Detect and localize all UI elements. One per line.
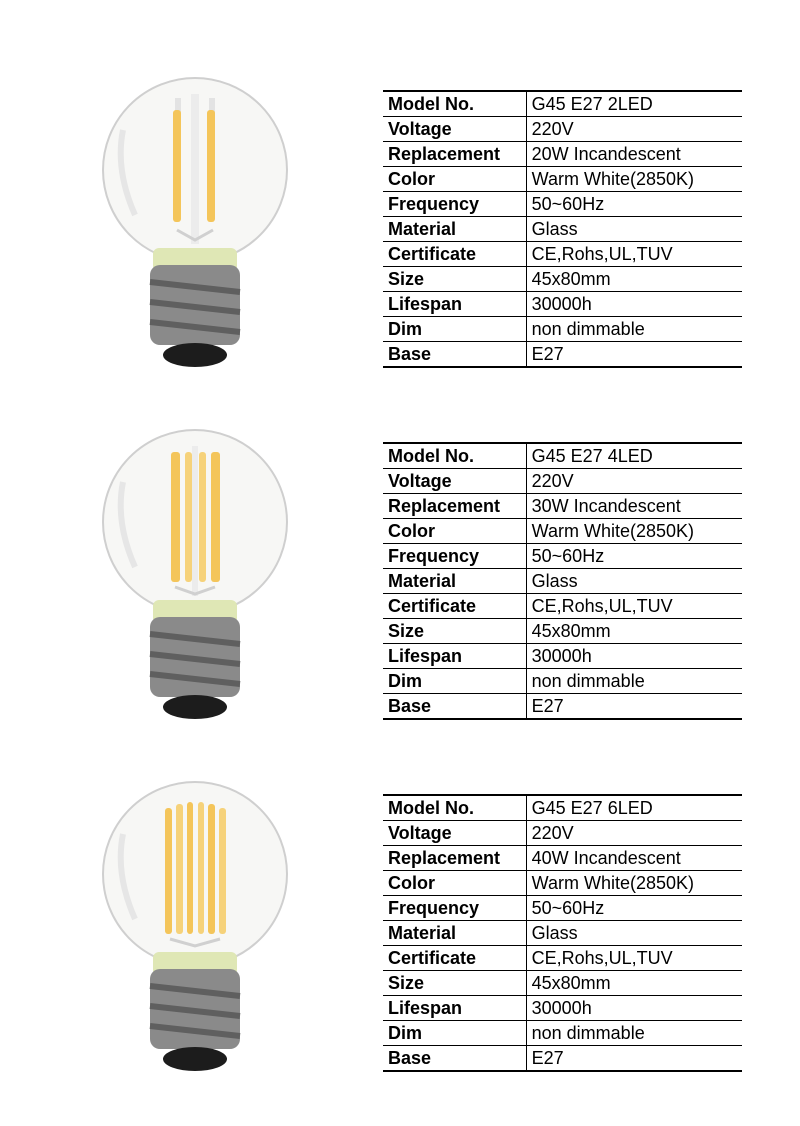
spec-row [383,569,742,594]
spec-label: Certificate [383,946,526,971]
spec-row [383,795,742,821]
spec-row [383,494,742,519]
spec-label: Base [383,342,526,368]
spec-row [383,971,742,996]
spec-value: Glass [531,219,578,239]
spec-value: 50~60Hz [531,546,605,566]
spec-row [383,469,742,494]
spec-value: non dimmable [531,671,645,691]
spec-label: Certificate [383,594,526,619]
spec-label: Color [383,519,526,544]
spec-row [383,896,742,921]
spec-label: Model No. [383,91,526,117]
spec-row [383,694,742,720]
spec-row [383,846,742,871]
product-2led [0,70,800,422]
spec-value: 220V [531,823,574,843]
spec-label: Replacement [383,494,526,519]
spec-row [383,242,742,267]
spec-label: Material [383,921,526,946]
spec-value: non dimmable [531,319,645,339]
spec-value: 30W Incandescent [531,496,681,516]
spec-value: 20W Incandescent [531,144,681,164]
spec-value: 220V [531,471,574,491]
spec-label: Base [383,1046,526,1072]
spec-row [383,117,742,142]
spec-row [383,443,742,469]
spec-label: Base [383,694,526,720]
spec-label: Frequency [383,896,526,921]
spec-value: 40W Incandescent [531,848,681,868]
spec-label: Voltage [383,821,526,846]
spec-label: Lifespan [383,644,526,669]
spec-row [383,519,742,544]
spec-row [383,644,742,669]
spec-value: 50~60Hz [531,898,605,918]
spec-value: Glass [531,923,578,943]
spec-row [383,1046,742,1072]
spec-value: G45 E27 2LED [531,94,653,114]
spec-value: E27 [531,344,564,364]
spec-label: Dim [383,317,526,342]
spec-label: Color [383,871,526,896]
spec-label: Replacement [383,846,526,871]
spec-label: Dim [383,1021,526,1046]
spec-row [383,192,742,217]
spec-value: 50~60Hz [531,194,605,214]
spec-table [383,90,742,368]
spec-table [383,794,742,1072]
spec-value: Warm White(2850K) [531,169,695,189]
product-6led [0,774,800,1126]
spec-value: G45 E27 4LED [531,446,653,466]
spec-value: CE,Rohs,UL,TUV [531,948,673,968]
spec-value: Warm White(2850K) [531,521,695,541]
spec-label: Voltage [383,117,526,142]
spec-label: Model No. [383,443,526,469]
spec-value: 220V [531,119,574,139]
spec-label: Frequency [383,544,526,569]
spec-label: Material [383,217,526,242]
spec-row [383,544,742,569]
spec-row [383,669,742,694]
spec-label: Size [383,971,526,996]
spec-row [383,167,742,192]
spec-value: 45x80mm [531,269,611,289]
filament-bulb-4led-icon [95,422,295,722]
spec-value: 45x80mm [531,621,611,641]
filament-bulb-6led-icon [95,774,295,1074]
spec-row [383,871,742,896]
spec-label: Replacement [383,142,526,167]
spec-value: 30000h [531,646,592,666]
spec-row [383,946,742,971]
spec-row [383,217,742,242]
spec-row [383,921,742,946]
spec-label: Size [383,619,526,644]
spec-row [383,292,742,317]
spec-label: Model No. [383,795,526,821]
spec-label: Dim [383,669,526,694]
spec-row [383,342,742,368]
spec-row [383,1021,742,1046]
spec-row [383,317,742,342]
spec-value: 30000h [531,998,592,1018]
spec-table [383,442,742,720]
spec-value: non dimmable [531,1023,645,1043]
spec-row [383,821,742,846]
spec-value: CE,Rohs,UL,TUV [531,596,673,616]
spec-value: CE,Rohs,UL,TUV [531,244,673,264]
spec-value: E27 [531,1048,564,1068]
spec-row [383,594,742,619]
spec-row [383,619,742,644]
spec-label: Certificate [383,242,526,267]
spec-row [383,142,742,167]
spec-value: G45 E27 6LED [531,798,653,818]
spec-row [383,267,742,292]
spec-value: Glass [531,571,578,591]
spec-label: Color [383,167,526,192]
spec-label: Material [383,569,526,594]
spec-value: 45x80mm [531,973,611,993]
spec-value: 30000h [531,294,592,314]
spec-value: E27 [531,696,564,716]
product-4led [0,422,800,774]
spec-row [383,996,742,1021]
spec-label: Size [383,267,526,292]
spec-row [383,91,742,117]
spec-label: Lifespan [383,996,526,1021]
spec-label: Frequency [383,192,526,217]
spec-value: Warm White(2850K) [531,873,695,893]
spec-label: Lifespan [383,292,526,317]
filament-bulb-2led-icon [95,70,295,370]
spec-label: Voltage [383,469,526,494]
